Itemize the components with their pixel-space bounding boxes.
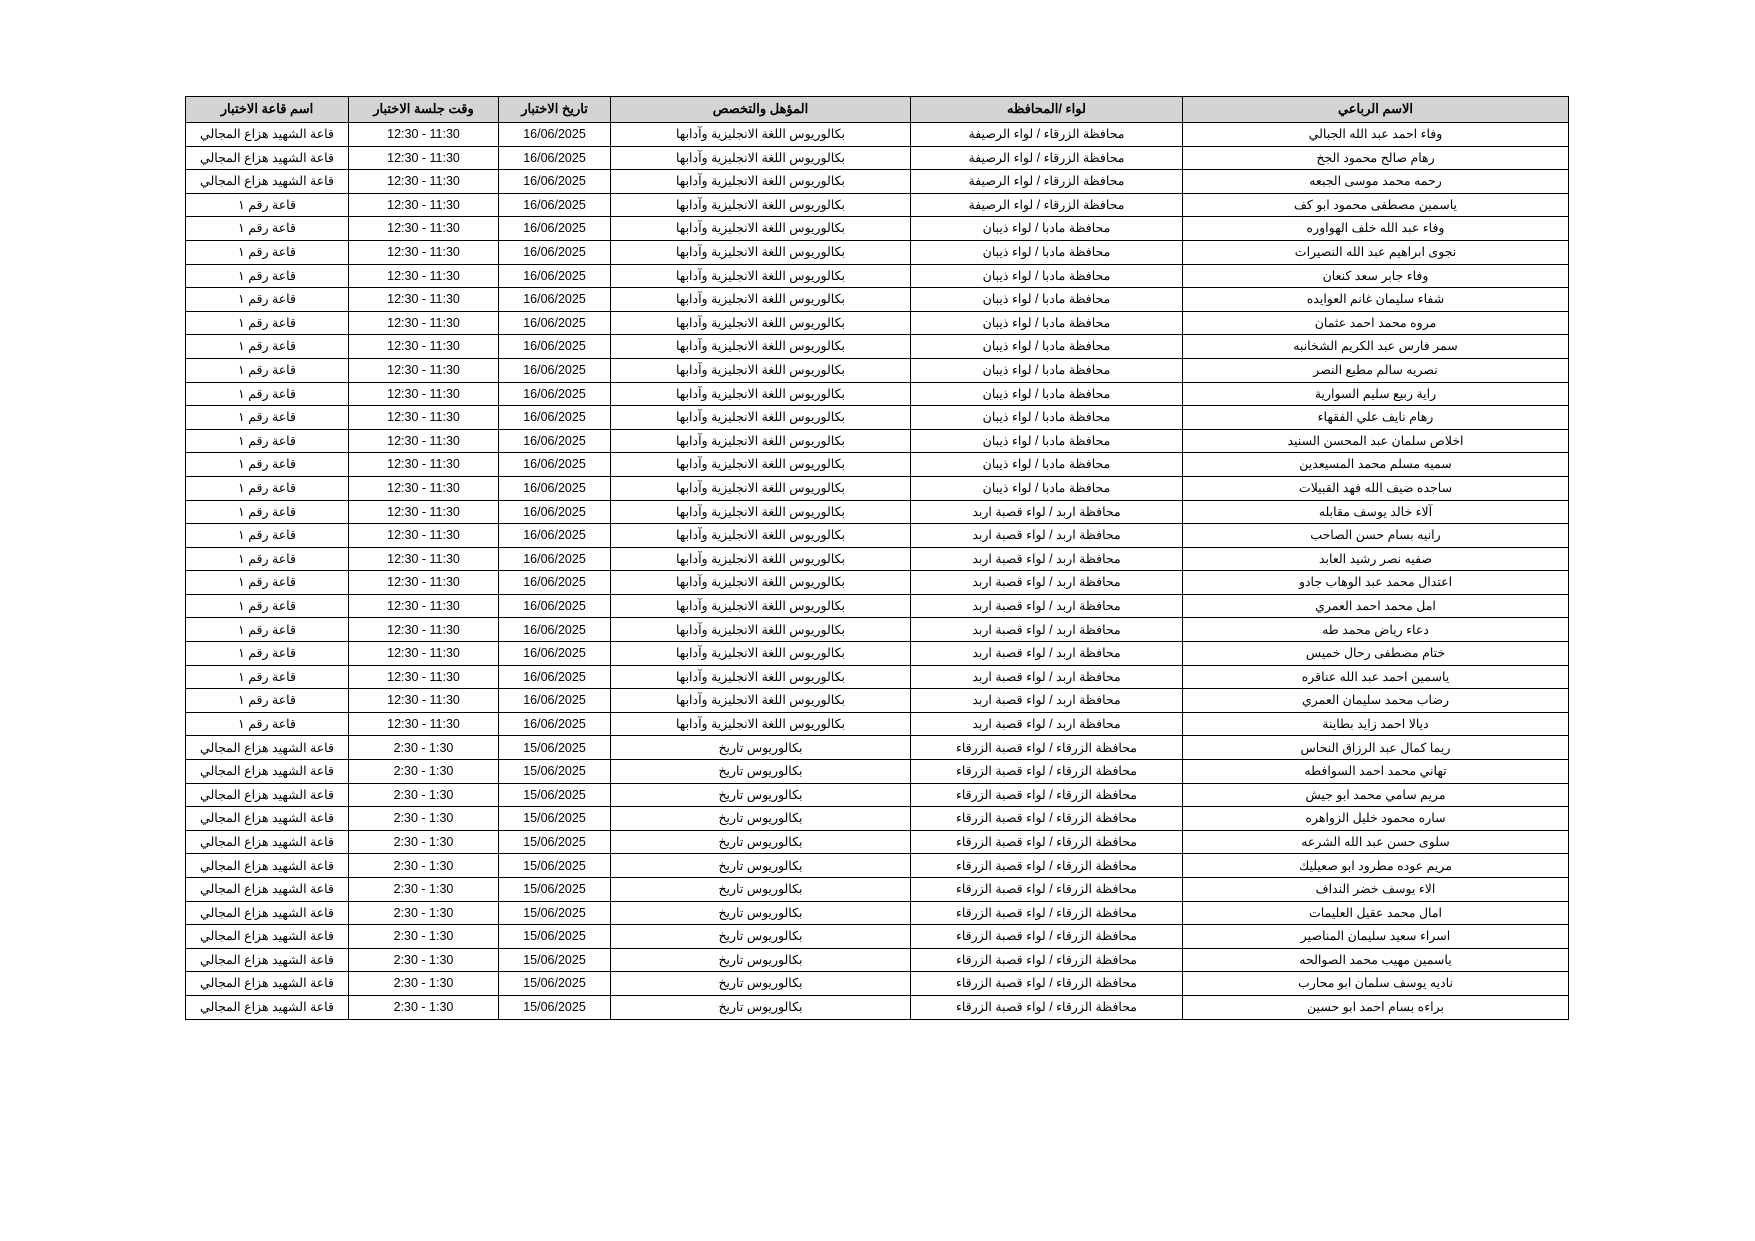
cell-exam-date: 15/06/2025	[499, 878, 611, 902]
cell-governorate: محافظة اربد / لواء قصبة اربد	[911, 665, 1183, 689]
cell-name: آلاء خالد يوسف مقابله	[1183, 500, 1569, 524]
cell-qualification: بكالوريوس اللغة الانجليزية وآدابها	[611, 311, 911, 335]
cell-exam-date: 15/06/2025	[499, 925, 611, 949]
cell-exam-date: 16/06/2025	[499, 571, 611, 595]
table-row	[186, 854, 1569, 878]
cell-exam-time: 11:30 - 12:30	[349, 217, 499, 241]
cell-exam-date: 16/06/2025	[499, 689, 611, 713]
cell-governorate: محافظة مادبا / لواء ذيبان	[911, 406, 1183, 430]
cell-exam-date: 15/06/2025	[499, 830, 611, 854]
cell-exam-date: 16/06/2025	[499, 642, 611, 666]
cell-hall-name: قاعة رقم ١	[186, 335, 349, 359]
table-row	[186, 665, 1569, 689]
cell-hall-name: قاعة رقم ١	[186, 665, 349, 689]
cell-governorate: محافظة مادبا / لواء ذيبان	[911, 429, 1183, 453]
cell-name: مريم عوده مطرود ابو صعيليك	[1183, 854, 1569, 878]
table-row	[186, 146, 1569, 170]
cell-name: سمر فارس عبد الكريم الشخانبه	[1183, 335, 1569, 359]
table-row	[186, 240, 1569, 264]
cell-qualification: بكالوريوس تاريخ	[611, 783, 911, 807]
cell-exam-time: 11:30 - 12:30	[349, 476, 499, 500]
cell-name: امال محمد عقيل العليمات	[1183, 901, 1569, 925]
cell-governorate: محافظة الزرقاء / لواء الرصيفة	[911, 123, 1183, 147]
cell-exam-time: 1:30 - 2:30	[349, 760, 499, 784]
cell-hall-name: قاعة رقم ١	[186, 193, 349, 217]
cell-exam-date: 16/06/2025	[499, 193, 611, 217]
cell-qualification: بكالوريوس تاريخ	[611, 760, 911, 784]
cell-exam-date: 16/06/2025	[499, 618, 611, 642]
cell-qualification: بكالوريوس اللغة الانجليزية وآدابها	[611, 146, 911, 170]
table-row	[186, 736, 1569, 760]
cell-governorate: محافظة الزرقاء / لواء قصبة الزرقاء	[911, 901, 1183, 925]
table-row	[186, 311, 1569, 335]
cell-governorate: محافظة مادبا / لواء ذيبان	[911, 240, 1183, 264]
table-row	[186, 807, 1569, 831]
cell-governorate: محافظة مادبا / لواء ذيبان	[911, 288, 1183, 312]
cell-exam-date: 16/06/2025	[499, 240, 611, 264]
column-header-qualification: المؤهل والتخصص	[611, 97, 911, 123]
cell-qualification: بكالوريوس اللغة الانجليزية وآدابها	[611, 547, 911, 571]
table-row	[186, 429, 1569, 453]
cell-qualification: بكالوريوس تاريخ	[611, 972, 911, 996]
cell-qualification: بكالوريوس اللغة الانجليزية وآدابها	[611, 382, 911, 406]
cell-name: رضاب محمد سليمان العمري	[1183, 689, 1569, 713]
cell-hall-name: قاعة الشهيد هزاع المجالي	[186, 948, 349, 972]
cell-hall-name: قاعة الشهيد هزاع المجالي	[186, 854, 349, 878]
cell-qualification: بكالوريوس تاريخ	[611, 948, 911, 972]
cell-exam-date: 15/06/2025	[499, 995, 611, 1019]
cell-exam-time: 11:30 - 12:30	[349, 240, 499, 264]
cell-qualification: بكالوريوس اللغة الانجليزية وآدابها	[611, 618, 911, 642]
cell-exam-time: 11:30 - 12:30	[349, 453, 499, 477]
cell-hall-name: قاعة رقم ١	[186, 547, 349, 571]
cell-exam-time: 11:30 - 12:30	[349, 712, 499, 736]
cell-exam-time: 1:30 - 2:30	[349, 830, 499, 854]
cell-exam-date: 16/06/2025	[499, 453, 611, 477]
cell-hall-name: قاعة رقم ١	[186, 358, 349, 382]
cell-exam-time: 11:30 - 12:30	[349, 689, 499, 713]
cell-governorate: محافظة الزرقاء / لواء قصبة الزرقاء	[911, 807, 1183, 831]
cell-exam-date: 15/06/2025	[499, 854, 611, 878]
cell-hall-name: قاعة رقم ١	[186, 382, 349, 406]
table-header-row	[186, 97, 1569, 123]
cell-exam-time: 1:30 - 2:30	[349, 972, 499, 996]
cell-qualification: بكالوريوس اللغة الانجليزية وآدابها	[611, 429, 911, 453]
cell-exam-date: 15/06/2025	[499, 783, 611, 807]
cell-name: رهام صالح محمود الجخ	[1183, 146, 1569, 170]
cell-qualification: بكالوريوس اللغة الانجليزية وآدابها	[611, 524, 911, 548]
cell-exam-date: 16/06/2025	[499, 712, 611, 736]
cell-hall-name: قاعة رقم ١	[186, 429, 349, 453]
table-row	[186, 972, 1569, 996]
cell-exam-date: 16/06/2025	[499, 264, 611, 288]
cell-exam-date: 15/06/2025	[499, 807, 611, 831]
cell-name: ديالا احمد زايد بطاينة	[1183, 712, 1569, 736]
cell-name: صفيه نصر رشيد العابد	[1183, 547, 1569, 571]
cell-hall-name: قاعة رقم ١	[186, 288, 349, 312]
cell-hall-name: قاعة رقم ١	[186, 406, 349, 430]
cell-name: ياسمين مهيب محمد الصوالحه	[1183, 948, 1569, 972]
cell-name: الاء يوسف خضر النداف	[1183, 878, 1569, 902]
cell-hall-name: قاعة رقم ١	[186, 264, 349, 288]
cell-exam-date: 16/06/2025	[499, 382, 611, 406]
cell-hall-name: قاعة الشهيد هزاع المجالي	[186, 736, 349, 760]
cell-exam-time: 11:30 - 12:30	[349, 264, 499, 288]
table-row	[186, 571, 1569, 595]
cell-name: اخلاص سلمان عبد المحسن السنيد	[1183, 429, 1569, 453]
cell-name: مروه محمد احمد عثمان	[1183, 311, 1569, 335]
cell-qualification: بكالوريوس تاريخ	[611, 878, 911, 902]
cell-exam-time: 11:30 - 12:30	[349, 146, 499, 170]
cell-name: اعتدال محمد عبد الوهاب جادو	[1183, 571, 1569, 595]
cell-name: سميه مسلم محمد المسيعدين	[1183, 453, 1569, 477]
cell-hall-name: قاعة رقم ١	[186, 594, 349, 618]
cell-exam-date: 16/06/2025	[499, 547, 611, 571]
cell-name: رهام نايف علي الفقهاء	[1183, 406, 1569, 430]
cell-name: ياسمين احمد عبد الله عناقره	[1183, 665, 1569, 689]
cell-governorate: محافظة مادبا / لواء ذيبان	[911, 476, 1183, 500]
table-row	[186, 642, 1569, 666]
cell-hall-name: قاعة رقم ١	[186, 311, 349, 335]
cell-qualification: بكالوريوس اللغة الانجليزية وآدابها	[611, 665, 911, 689]
table-body	[186, 123, 1569, 1020]
table-row	[186, 901, 1569, 925]
cell-exam-time: 11:30 - 12:30	[349, 429, 499, 453]
cell-name: وفاء جابر سعد كنعان	[1183, 264, 1569, 288]
table-row	[186, 948, 1569, 972]
cell-hall-name: قاعة رقم ١	[186, 524, 349, 548]
cell-hall-name: قاعة رقم ١	[186, 476, 349, 500]
table-row	[186, 547, 1569, 571]
cell-governorate: محافظة اربد / لواء قصبة اربد	[911, 500, 1183, 524]
cell-exam-time: 1:30 - 2:30	[349, 925, 499, 949]
table-row	[186, 594, 1569, 618]
cell-exam-time: 11:30 - 12:30	[349, 288, 499, 312]
cell-exam-time: 1:30 - 2:30	[349, 878, 499, 902]
cell-exam-date: 16/06/2025	[499, 524, 611, 548]
cell-qualification: بكالوريوس اللغة الانجليزية وآدابها	[611, 594, 911, 618]
cell-exam-time: 11:30 - 12:30	[349, 547, 499, 571]
cell-exam-time: 11:30 - 12:30	[349, 193, 499, 217]
table-row	[186, 358, 1569, 382]
cell-qualification: بكالوريوس اللغة الانجليزية وآدابها	[611, 642, 911, 666]
cell-exam-date: 15/06/2025	[499, 948, 611, 972]
cell-hall-name: قاعة رقم ١	[186, 712, 349, 736]
cell-hall-name: قاعة الشهيد هزاع المجالي	[186, 123, 349, 147]
cell-exam-date: 15/06/2025	[499, 901, 611, 925]
cell-hall-name: قاعة الشهيد هزاع المجالي	[186, 783, 349, 807]
table-row	[186, 524, 1569, 548]
table-row	[186, 264, 1569, 288]
cell-governorate: محافظة مادبا / لواء ذيبان	[911, 335, 1183, 359]
table-row	[186, 193, 1569, 217]
cell-governorate: محافظة مادبا / لواء ذيبان	[911, 382, 1183, 406]
cell-hall-name: قاعة رقم ١	[186, 240, 349, 264]
cell-hall-name: قاعة الشهيد هزاع المجالي	[186, 830, 349, 854]
cell-name: ختام مصطفى رحال خميس	[1183, 642, 1569, 666]
table-row	[186, 406, 1569, 430]
cell-governorate: محافظة الزرقاء / لواء قصبة الزرقاء	[911, 972, 1183, 996]
cell-name: ساجده ضيف الله فهد القبيلات	[1183, 476, 1569, 500]
cell-exam-time: 11:30 - 12:30	[349, 524, 499, 548]
cell-hall-name: قاعة الشهيد هزاع المجالي	[186, 146, 349, 170]
cell-exam-time: 11:30 - 12:30	[349, 571, 499, 595]
table-row	[186, 712, 1569, 736]
cell-exam-date: 16/06/2025	[499, 123, 611, 147]
cell-name: نجوى ابراهيم عبد الله النصيرات	[1183, 240, 1569, 264]
table-row	[186, 783, 1569, 807]
cell-exam-time: 11:30 - 12:30	[349, 594, 499, 618]
table-row	[186, 288, 1569, 312]
cell-qualification: بكالوريوس اللغة الانجليزية وآدابها	[611, 240, 911, 264]
cell-governorate: محافظة الزرقاء / لواء قصبة الزرقاء	[911, 854, 1183, 878]
cell-name: رانيه بسام حسن الصاحب	[1183, 524, 1569, 548]
cell-name: وفاء عبد الله خلف الهواوره	[1183, 217, 1569, 241]
cell-qualification: بكالوريوس اللغة الانجليزية وآدابها	[611, 453, 911, 477]
cell-governorate: محافظة الزرقاء / لواء قصبة الزرقاء	[911, 783, 1183, 807]
table-header	[186, 97, 1569, 123]
cell-exam-time: 11:30 - 12:30	[349, 665, 499, 689]
table-row	[186, 995, 1569, 1019]
cell-hall-name: قاعة الشهيد هزاع المجالي	[186, 878, 349, 902]
table-row	[186, 453, 1569, 477]
exam-schedule-table-container	[186, 96, 1569, 1020]
cell-exam-date: 16/06/2025	[499, 406, 611, 430]
cell-hall-name: قاعة رقم ١	[186, 642, 349, 666]
cell-governorate: محافظة مادبا / لواء ذيبان	[911, 358, 1183, 382]
cell-exam-date: 16/06/2025	[499, 358, 611, 382]
cell-name: ريما كمال عبد الرزاق النحاس	[1183, 736, 1569, 760]
cell-qualification: بكالوريوس اللغة الانجليزية وآدابها	[611, 476, 911, 500]
cell-name: شفاء سليمان غانم العوايده	[1183, 288, 1569, 312]
cell-exam-time: 1:30 - 2:30	[349, 995, 499, 1019]
table-row	[186, 382, 1569, 406]
cell-name: تهاني محمد احمد السوافطه	[1183, 760, 1569, 784]
cell-exam-date: 16/06/2025	[499, 311, 611, 335]
cell-exam-time: 11:30 - 12:30	[349, 618, 499, 642]
cell-qualification: بكالوريوس تاريخ	[611, 736, 911, 760]
cell-qualification: بكالوريوس تاريخ	[611, 830, 911, 854]
table-row	[186, 618, 1569, 642]
table-row	[186, 830, 1569, 854]
cell-exam-time: 1:30 - 2:30	[349, 783, 499, 807]
table-row	[186, 760, 1569, 784]
cell-name: سلوى حسن عبد الله الشرعه	[1183, 830, 1569, 854]
cell-hall-name: قاعة الشهيد هزاع المجالي	[186, 995, 349, 1019]
cell-qualification: بكالوريوس تاريخ	[611, 807, 911, 831]
cell-governorate: محافظة مادبا / لواء ذيبان	[911, 264, 1183, 288]
cell-exam-date: 15/06/2025	[499, 760, 611, 784]
cell-governorate: محافظة اربد / لواء قصبة اربد	[911, 618, 1183, 642]
cell-governorate: محافظة اربد / لواء قصبة اربد	[911, 642, 1183, 666]
cell-exam-time: 11:30 - 12:30	[349, 170, 499, 194]
cell-qualification: بكالوريوس اللغة الانجليزية وآدابها	[611, 217, 911, 241]
cell-exam-time: 11:30 - 12:30	[349, 311, 499, 335]
cell-exam-date: 16/06/2025	[499, 594, 611, 618]
cell-governorate: محافظة الزرقاء / لواء قصبة الزرقاء	[911, 830, 1183, 854]
table-row	[186, 925, 1569, 949]
cell-exam-date: 16/06/2025	[499, 500, 611, 524]
cell-governorate: محافظة اربد / لواء قصبة اربد	[911, 571, 1183, 595]
cell-governorate: محافظة اربد / لواء قصبة اربد	[911, 712, 1183, 736]
exam-schedule-table	[185, 96, 1569, 1020]
cell-hall-name: قاعة الشهيد هزاع المجالي	[186, 972, 349, 996]
cell-qualification: بكالوريوس اللغة الانجليزية وآدابها	[611, 712, 911, 736]
cell-governorate: محافظة مادبا / لواء ذيبان	[911, 453, 1183, 477]
cell-governorate: محافظة الزرقاء / لواء الرصيفة	[911, 193, 1183, 217]
cell-exam-time: 1:30 - 2:30	[349, 901, 499, 925]
cell-hall-name: قاعة الشهيد هزاع المجالي	[186, 170, 349, 194]
cell-governorate: محافظة اربد / لواء قصبة اربد	[911, 524, 1183, 548]
cell-qualification: بكالوريوس اللغة الانجليزية وآدابها	[611, 358, 911, 382]
cell-exam-time: 11:30 - 12:30	[349, 382, 499, 406]
cell-exam-time: 11:30 - 12:30	[349, 123, 499, 147]
cell-governorate: محافظة الزرقاء / لواء قصبة الزرقاء	[911, 948, 1183, 972]
cell-name: نصريه سالم مطيع النصر	[1183, 358, 1569, 382]
cell-governorate: محافظة اربد / لواء قصبة اربد	[911, 594, 1183, 618]
cell-hall-name: قاعة رقم ١	[186, 571, 349, 595]
column-header-exam-date: تاريخ الاختبار	[499, 97, 611, 123]
cell-qualification: بكالوريوس تاريخ	[611, 925, 911, 949]
cell-name: ناديه يوسف سلمان ابو محارب	[1183, 972, 1569, 996]
cell-qualification: بكالوريوس تاريخ	[611, 901, 911, 925]
cell-exam-date: 16/06/2025	[499, 665, 611, 689]
table-row	[186, 500, 1569, 524]
cell-qualification: بكالوريوس اللغة الانجليزية وآدابها	[611, 193, 911, 217]
cell-governorate: محافظة الزرقاء / لواء الرصيفة	[911, 146, 1183, 170]
cell-qualification: بكالوريوس اللغة الانجليزية وآدابها	[611, 500, 911, 524]
cell-exam-date: 16/06/2025	[499, 335, 611, 359]
cell-hall-name: قاعة رقم ١	[186, 217, 349, 241]
cell-qualification: بكالوريوس اللغة الانجليزية وآدابها	[611, 123, 911, 147]
cell-exam-date: 16/06/2025	[499, 288, 611, 312]
cell-exam-date: 16/06/2025	[499, 146, 611, 170]
cell-governorate: محافظة مادبا / لواء ذيبان	[911, 311, 1183, 335]
column-header-name: الاسم الرباعي	[1183, 97, 1569, 123]
cell-governorate: محافظة مادبا / لواء ذيبان	[911, 217, 1183, 241]
column-header-exam-time: وقت جلسة الاختبار	[349, 97, 499, 123]
cell-qualification: بكالوريوس اللغة الانجليزية وآدابها	[611, 335, 911, 359]
cell-name: وفاء احمد عبد الله الجبالي	[1183, 123, 1569, 147]
table-row	[186, 878, 1569, 902]
cell-governorate: محافظة الزرقاء / لواء قصبة الزرقاء	[911, 925, 1183, 949]
cell-qualification: بكالوريوس تاريخ	[611, 995, 911, 1019]
cell-name: ياسمين مصطفى محمود ابو كف	[1183, 193, 1569, 217]
cell-exam-time: 1:30 - 2:30	[349, 948, 499, 972]
cell-hall-name: قاعة رقم ١	[186, 618, 349, 642]
cell-governorate: محافظة اربد / لواء قصبة اربد	[911, 547, 1183, 571]
cell-governorate: محافظة اربد / لواء قصبة اربد	[911, 689, 1183, 713]
column-header-governorate: لواء /المحافظه	[911, 97, 1183, 123]
cell-governorate: محافظة الزرقاء / لواء قصبة الزرقاء	[911, 760, 1183, 784]
cell-qualification: بكالوريوس اللغة الانجليزية وآدابها	[611, 288, 911, 312]
cell-exam-date: 15/06/2025	[499, 972, 611, 996]
cell-qualification: بكالوريوس اللغة الانجليزية وآدابها	[611, 406, 911, 430]
cell-exam-time: 1:30 - 2:30	[349, 807, 499, 831]
cell-exam-time: 1:30 - 2:30	[349, 854, 499, 878]
table-row	[186, 335, 1569, 359]
cell-governorate: محافظة الزرقاء / لواء قصبة الزرقاء	[911, 995, 1183, 1019]
cell-name: براءه بسام احمد ابو حسين	[1183, 995, 1569, 1019]
table-row	[186, 689, 1569, 713]
cell-hall-name: قاعة رقم ١	[186, 500, 349, 524]
cell-name: رحمه محمد موسى الجبعه	[1183, 170, 1569, 194]
cell-hall-name: قاعة الشهيد هزاع المجالي	[186, 925, 349, 949]
cell-governorate: محافظة الزرقاء / لواء قصبة الزرقاء	[911, 736, 1183, 760]
cell-exam-time: 11:30 - 12:30	[349, 335, 499, 359]
cell-exam-date: 16/06/2025	[499, 476, 611, 500]
cell-exam-date: 16/06/2025	[499, 429, 611, 453]
cell-name: اسراء سعيد سليمان المناصير	[1183, 925, 1569, 949]
cell-qualification: بكالوريوس تاريخ	[611, 854, 911, 878]
cell-hall-name: قاعة رقم ١	[186, 689, 349, 713]
cell-name: مريم سامي محمد ابو جيش	[1183, 783, 1569, 807]
cell-exam-date: 16/06/2025	[499, 217, 611, 241]
cell-hall-name: قاعة الشهيد هزاع المجالي	[186, 760, 349, 784]
column-header-hall-name: اسم قاعة الاختبار	[186, 97, 349, 123]
cell-exam-time: 11:30 - 12:30	[349, 406, 499, 430]
cell-exam-time: 11:30 - 12:30	[349, 642, 499, 666]
cell-hall-name: قاعة الشهيد هزاع المجالي	[186, 901, 349, 925]
cell-qualification: بكالوريوس اللغة الانجليزية وآدابها	[611, 689, 911, 713]
cell-name: امل محمد احمد العمري	[1183, 594, 1569, 618]
cell-name: راية ربيع سليم السوارية	[1183, 382, 1569, 406]
table-row	[186, 217, 1569, 241]
cell-qualification: بكالوريوس اللغة الانجليزية وآدابها	[611, 264, 911, 288]
cell-exam-time: 11:30 - 12:30	[349, 500, 499, 524]
table-row	[186, 170, 1569, 194]
cell-exam-date: 15/06/2025	[499, 736, 611, 760]
cell-hall-name: قاعة الشهيد هزاع المجالي	[186, 807, 349, 831]
cell-exam-time: 1:30 - 2:30	[349, 736, 499, 760]
table-row	[186, 476, 1569, 500]
cell-governorate: محافظة الزرقاء / لواء الرصيفة	[911, 170, 1183, 194]
cell-governorate: محافظة الزرقاء / لواء قصبة الزرقاء	[911, 878, 1183, 902]
cell-name: دعاء رياض محمد طه	[1183, 618, 1569, 642]
cell-qualification: بكالوريوس اللغة الانجليزية وآدابها	[611, 571, 911, 595]
cell-exam-date: 16/06/2025	[499, 170, 611, 194]
table-row	[186, 123, 1569, 147]
cell-exam-time: 11:30 - 12:30	[349, 358, 499, 382]
cell-qualification: بكالوريوس اللغة الانجليزية وآدابها	[611, 170, 911, 194]
cell-name: ساره محمود خليل الزواهره	[1183, 807, 1569, 831]
cell-hall-name: قاعة رقم ١	[186, 453, 349, 477]
